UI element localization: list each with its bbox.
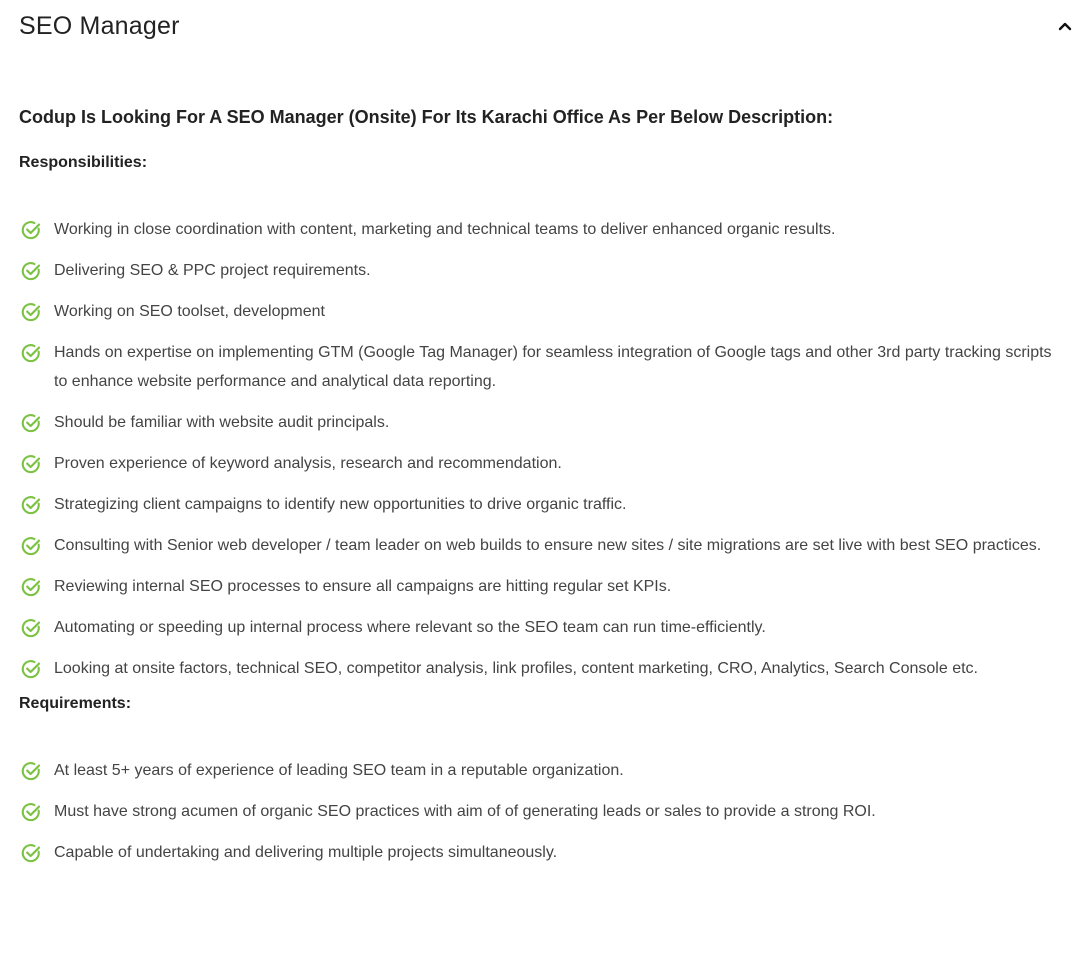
check-circle-icon [21, 343, 41, 363]
list-item-text: Must have strong acumen of organic SEO practices with aim of of generating leads or sales to provide a strong ROI. [54, 803, 876, 820]
list-item-text: Looking at onsite factors, technical SEO, competitor analysis, link profiles, content marketing, CRO, Analytics, Search Console etc. [54, 660, 978, 677]
list-item [19, 408, 1059, 437]
list-item [19, 838, 1059, 867]
check-circle-icon [21, 536, 41, 556]
list-item [19, 215, 1059, 244]
check-circle-icon [21, 761, 41, 781]
list-item [19, 256, 1059, 285]
check-circle-icon [21, 261, 41, 281]
chevron-up-icon[interactable] [1056, 17, 1074, 35]
list-item-text: Delivering SEO & PPC project requirements. [54, 262, 371, 279]
list-item-text: Hands on expertise on implementing GTM (Google Tag Manager) for seamless integration of Google tags and other 3rd party tracking scripts to enhance website performance and analytical data reporting. [54, 344, 1052, 390]
check-circle-icon [21, 495, 41, 515]
list-item-text: Reviewing internal SEO processes to ensure all campaigns are hitting regular set KPIs. [54, 578, 672, 595]
check-circle-icon [21, 618, 41, 638]
list-item-text: Proven experience of keyword analysis, research and recommendation. [54, 455, 562, 472]
list-item-text: Should be familiar with website audit principals. [54, 414, 390, 431]
list-item-text: Automating or speeding up internal process where relevant so the SEO team can run time-efficiently. [54, 619, 766, 636]
list-item [19, 613, 1059, 642]
list-item [19, 572, 1059, 601]
list-item-text: Consulting with Senior web developer / team leader on web builds to ensure new sites / site migrations are set live with best SEO practices. [54, 537, 1042, 554]
list-item [19, 531, 1059, 560]
list-item [19, 297, 1059, 326]
responsibilities-list [19, 215, 1059, 683]
list-item [19, 490, 1059, 519]
requirements-heading: Requirements: [19, 695, 132, 712]
check-circle-icon [21, 454, 41, 474]
list-item-text: Working in close coordination with content, marketing and technical teams to deliver enhanced organic results. [54, 221, 836, 238]
list-item [19, 449, 1059, 478]
list-item [19, 654, 1059, 683]
list-item-text: Strategizing client campaigns to identify new opportunities to drive organic traffic. [54, 496, 627, 513]
list-item [19, 338, 1059, 396]
requirements-list [19, 756, 1059, 867]
list-item-text: At least 5+ years of experience of leading SEO team in a reputable organization. [54, 762, 624, 779]
check-circle-icon [21, 843, 41, 863]
list-item [19, 797, 1059, 826]
job-intro: Codup Is Looking For A SEO Manager (Onsite) For Its Karachi Office As Per Below Description: [19, 107, 834, 127]
list-item-text: Capable of undertaking and delivering multiple projects simultaneously. [54, 844, 558, 861]
accordion-header[interactable] [19, 8, 1074, 44]
check-circle-icon [21, 413, 41, 433]
check-circle-icon [21, 577, 41, 597]
list-item-text: Working on SEO toolset, development [54, 303, 325, 320]
check-circle-icon [21, 220, 41, 240]
accordion-title: SEO Manager [19, 11, 180, 40]
accordion-content [19, 104, 1059, 879]
check-circle-icon [21, 659, 41, 679]
list-item [19, 756, 1059, 785]
check-circle-icon [21, 302, 41, 322]
check-circle-icon [21, 802, 41, 822]
responsibilities-heading: Responsibilities: [19, 154, 148, 171]
